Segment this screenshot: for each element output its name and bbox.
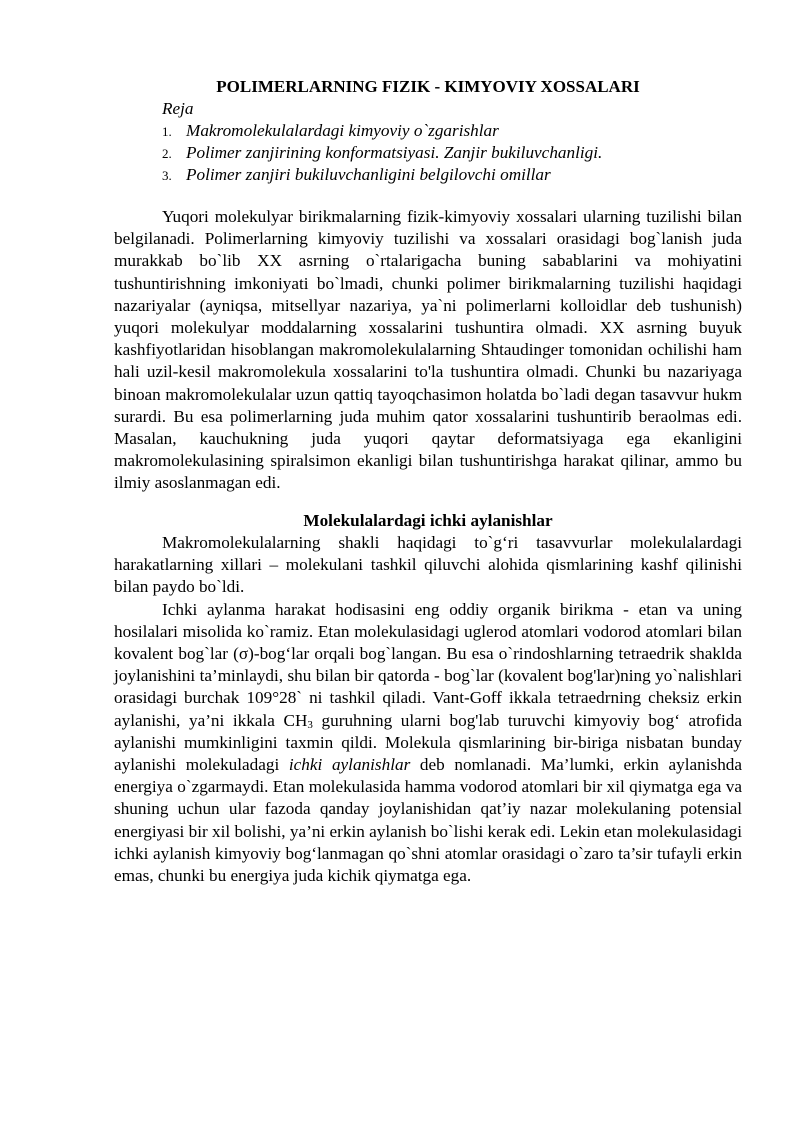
paragraph-text: guruhning ularni bog'lab turuvchi kimyoviy bog‘ atrofida aylanishi mumkinligini taxmin qildi. Molekula qismlarining bir-biriga nisbatan bunday aylanishi molekuladagi xyxy=(114,710,742,775)
plan-item xyxy=(162,120,602,142)
plan-item xyxy=(162,142,602,164)
italic-term: ichki aylanishlar xyxy=(288,755,411,775)
intro-paragraph: Yuqori molekulyar birikmalarning fizik-kimyoviy xossalari ularning tuzilishi bilan belgilanadi. Polimerlarning kimyoviy tuzilishi va xossalari orasidagi bog`lanish juda murakkab bo`lib XX asrning o`rtalarigacha buning sabablarini va mohiyatini tushuntirishning imkoniyati bo`lmadi, chunki polimer birikmalarning tuzilishi haqidagi nazariyalar (ayniqsa, mitsellyar nazariya, ya`ni polimerlarni kolloidlar deb tushunish) yuqori molekulyar moddalarning xossalarini tushuntira olmadi. XX asrning buyuk kashfiyotlaridan hisoblangan makromolekulalarning Shtaudinger tomonidan ochilishi ham hali uzil-kesil makromolekula xossalarini to'la tushuntira olmadi. Chunki bu nazariyaga binoan makromolekulalar uzun qattiq tayoqchasimon holatda bo`ladi degan tasavvur hukm surardi. Bu esa polimerlarning juda muhim qator xossalarini tushuntirib beraolmas edi. Masalan, kauchukning juda yuqori qaytar deformatsiyaga ega ekanligini makromolekulasining spiralsimon ekanligi bilan tushuntirishga harakat qilinar, ammo bu ilmiy asoslanmagan edi. xyxy=(114,207,742,493)
paragraph-text: deb nomlanadi. Ma’lumki, erkin aylanishda energiya o`zgarmaydi. Etan molekulasida hamma vodorod atomlari bir xil qiymatga ega va shuning uchun ular fazoda qanday joylanishidan qat’iy nazar molekulaning potensial energiyasi bir xil bolishi, ya’ni erkin aylanish bo`lishi kerak edi. Lekin etan molekulasidagi ichki aylanish kimyoviy bog‘lanmagan qo`shni atomlar orasidagi o`zaro ta’sir tufayli erkin emas, chunki bu energiya juda kichik qiymatga ega. xyxy=(114,755,743,886)
plan-item xyxy=(162,164,602,186)
paragraph-text: Ichki aylanma harakat hodisasini eng oddiy organik birikma - etan va uning hosilalari misolida ko`ramiz. Etan molekulasidagi uglerod atomlari vodorod atomlari bilan kovalent bog`lar (σ)-bog‘lar orqali bog`langan. Bu esa o`rindoshlarning tetraedrik shaklda joylanishini ta’minlaydi, shu bilan bir qatorda - bog`lar (kovalent bog'lar)ning yo`nalishlari orasidagi burchak 109°28` ni tashkil qiladi. Vant-Goff ikkala tetraedrning cheksiz erkin aylanishi, ya’ni ikkala CH xyxy=(114,599,742,730)
section-paragraph xyxy=(114,599,742,888)
section-paragraph: Makromolekulalarning shakli haqidagi to`g‘ri tasavvurlar molekulalardagi harakatlarning xillari – molekulani tashkil qiluvchi alohida qismlarining kashf qilinishi bilan paydo bo`ldi. xyxy=(114,533,742,597)
plan-item-number: 2. xyxy=(162,146,172,162)
subscript-text: 3 xyxy=(307,718,313,731)
plan-item-number: 1. xyxy=(162,124,172,139)
plan-item-text: Makromolekulalardagi kimyoviy o`zgarishlar xyxy=(186,121,499,140)
plan-list xyxy=(162,120,602,187)
plan-label: Reja xyxy=(162,99,194,118)
section-body xyxy=(114,532,742,887)
section-heading: Molekulalardagi ichki aylanishlar xyxy=(303,511,553,530)
plan-item-text: Polimer zanjiri bukiluvchanligini belgilovchi omillar xyxy=(186,165,551,185)
plan-item-text: Polimer zanjirining konformatsiyasi. Zanjir bukiluvchanligi. xyxy=(186,143,603,163)
intro-section xyxy=(114,206,742,495)
plan-item-number: 3. xyxy=(162,168,172,184)
document-title: POLIMERLARNING FIZIK - KIMYOVIY XOSSALARI xyxy=(216,77,640,96)
